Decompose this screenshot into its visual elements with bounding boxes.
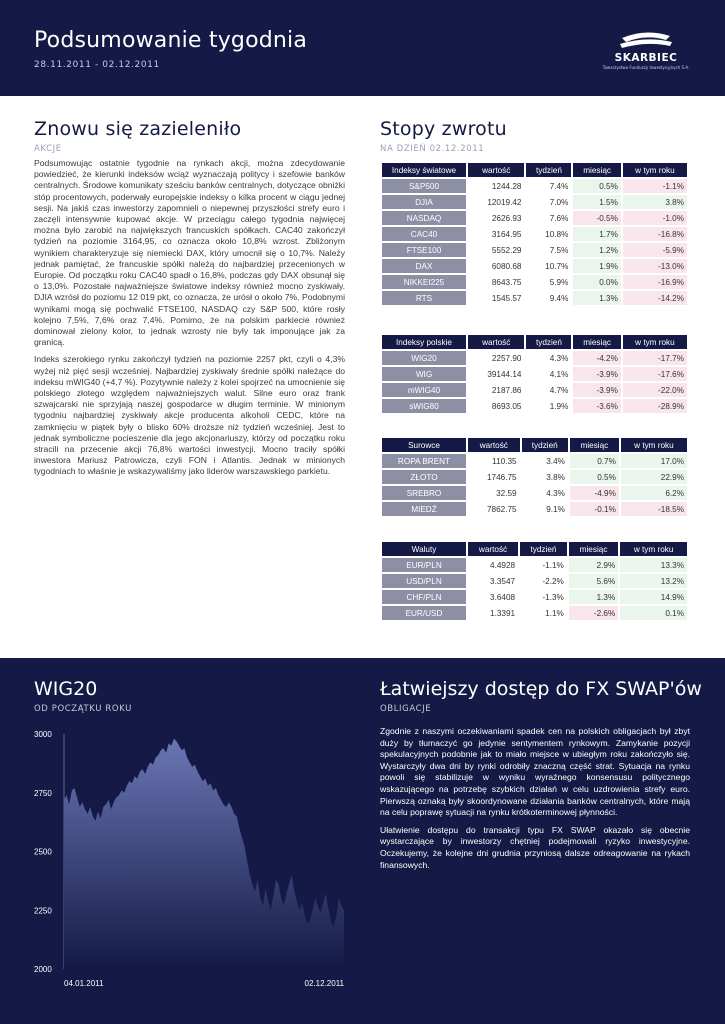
table-cell: 1.2% bbox=[573, 243, 620, 257]
table-row bbox=[382, 227, 687, 241]
table-row bbox=[382, 275, 687, 289]
table-cell: 3.4% bbox=[522, 454, 568, 468]
article-category: AKCJE bbox=[34, 144, 62, 154]
table-cell: 1.3391 bbox=[468, 606, 518, 620]
table-cell: -1.1% bbox=[520, 558, 567, 572]
instrument-name: ROPA BRENT bbox=[382, 454, 466, 468]
column-header: tydzień bbox=[526, 335, 571, 349]
fxswap-paragraph: Ułatwienie dostępu do transakcji typu FX SWAP okazało się obecnie wystarczające by inwestorzy chętniej podejmowali ryzyko inwestycyjne. Oczekujemy, że kolejne dni grudnia przyniosą dalsze odreagowanie na rykach finansowych. bbox=[380, 824, 690, 870]
table-row bbox=[382, 574, 687, 588]
column-header: miesiąc bbox=[573, 163, 620, 177]
table-cell: -14.2% bbox=[623, 291, 687, 305]
table-cell: -3.6% bbox=[573, 399, 620, 413]
table-cell: 3.3547 bbox=[468, 574, 518, 588]
table-cell: 0.0% bbox=[573, 275, 620, 289]
table-cell: 1.3% bbox=[569, 590, 618, 604]
column-header: wartość bbox=[468, 542, 518, 556]
table-header-row bbox=[382, 542, 687, 556]
table-cell: 1.5% bbox=[573, 195, 620, 209]
table-row bbox=[382, 179, 687, 193]
table-cell: 2257.90 bbox=[468, 351, 524, 365]
instrument-name: RTS bbox=[382, 291, 466, 305]
fxswap-body bbox=[380, 726, 690, 877]
returns-table bbox=[380, 540, 689, 622]
table-cell: 4.3% bbox=[522, 486, 568, 500]
article-body bbox=[34, 158, 345, 484]
table-cell: 5.9% bbox=[526, 275, 571, 289]
table-cell: 4.3% bbox=[526, 351, 571, 365]
table-header-row bbox=[382, 438, 687, 452]
instrument-name: sWIG80 bbox=[382, 399, 466, 413]
instrument-name: CAC40 bbox=[382, 227, 466, 241]
table-cell: 0.1% bbox=[620, 606, 687, 620]
table-cell: 5.6% bbox=[569, 574, 618, 588]
table-cell: -4.2% bbox=[573, 351, 620, 365]
table-cell: 4.7% bbox=[526, 383, 571, 397]
instrument-name: S&P500 bbox=[382, 179, 466, 193]
table-cell: -0.1% bbox=[570, 502, 619, 516]
table-cell: 3.8% bbox=[623, 195, 687, 209]
table-row bbox=[382, 558, 687, 572]
column-header: w tym roku bbox=[623, 335, 687, 349]
table-row bbox=[382, 590, 687, 604]
table-cell: 3.6408 bbox=[468, 590, 518, 604]
table-row bbox=[382, 195, 687, 209]
date-range: 28.11.2011 - 02.12.2011 bbox=[34, 60, 160, 70]
table-cell: 9.4% bbox=[526, 291, 571, 305]
table-cell: -28.9% bbox=[623, 399, 687, 413]
table-cell: 6080.68 bbox=[468, 259, 524, 273]
column-header: miesiąc bbox=[569, 542, 618, 556]
table-cell: -2.2% bbox=[520, 574, 567, 588]
table-row bbox=[382, 383, 687, 397]
returns-table bbox=[380, 161, 689, 307]
instrument-name: USD/PLN bbox=[382, 574, 466, 588]
page-title: Podsumowanie tygodnia bbox=[34, 28, 308, 53]
table-row bbox=[382, 291, 687, 305]
wig20-chart bbox=[0, 658, 360, 1024]
table-cell: 1545.57 bbox=[468, 291, 524, 305]
table-cell: 4.4928 bbox=[468, 558, 518, 572]
table-cell: 2187.86 bbox=[468, 383, 524, 397]
article-paragraph: Indeks szerokiego rynku zakończył tydzień na poziomie 2257 pkt, czyli o 4,3% wyżej niż pięć sesji wcześniej. Najbardziej zyskiwały średnie spółki należące do indeksu mWIG40 (+4,7 %). Pozytywnie należy z kolei spojrzeć na umocnienie się polskiego złotego względem najważniejszych walut. Silne euro oraz frank szwajcarski nie sprzyjają naszej gospodarce w długim terminie. W minionym tygodniu najbardziej zyskiwały akcje producenta alkoholi CEDC, które na zamknięciu w piątek były o blisko 60% droższe niż tydzień wcześniej. Jest to jednak symboliczne pocieszenie dla jego akcjonariuszy, którzy od początku roku stracili na przecenie akcji 76,8% wartości inwestycji. Mocno traciły spółki inwestora Mariusz Patrowicza, czyli FON i Atlantis. Jednak w minionych tygodniach to właśnie je wskazywaliśmy jako liderów warszawskiego parkietu. bbox=[34, 354, 345, 477]
table-cell: 1.3% bbox=[573, 291, 620, 305]
table-cell: 17.0% bbox=[621, 454, 687, 468]
x-tick-label: 04.01.2011 bbox=[64, 979, 104, 988]
table-cell: -1.1% bbox=[623, 179, 687, 193]
table-cell: -13.0% bbox=[623, 259, 687, 273]
table-cell: 14.9% bbox=[620, 590, 687, 604]
table-row bbox=[382, 399, 687, 413]
y-tick-label: 3000 bbox=[34, 730, 52, 739]
fxswap-paragraph: Zgodnie z naszymi oczekiwaniami spadek cen na polskich obligacjach był zbyt duży by tłumaczyć go jedynie sentymentem rynkowym. Zamykanie pozycji spekulacyjnych podobnie jak to miało miejsce w ubiegłym roku zakończyło się. Wystarczyły dwa dni by rynki odrobiły znaczną część strat. Sytuacja na rynku powoli się stabilizuje w wyniku wyraźnego konsensusu politycznego wskazującego na potrzebę szybkich działań w celu uzdrowienia strefy euro. Pierwszą oznaką były skoordynowane działania banków centralnych, które mają na celu poprawę sytuacji na rynku krótkoterminowej płynności. bbox=[380, 726, 690, 818]
table-cell: 12019.42 bbox=[468, 195, 524, 209]
table-cell: 8643.75 bbox=[468, 275, 524, 289]
column-header: miesiąc bbox=[573, 335, 620, 349]
table-cell: -1.0% bbox=[623, 211, 687, 225]
column-header: wartość bbox=[468, 163, 524, 177]
table-cell: -17.7% bbox=[623, 351, 687, 365]
table-cell: 3164.95 bbox=[468, 227, 524, 241]
table-cell: 39144.14 bbox=[468, 367, 524, 381]
table-cell: 13.2% bbox=[620, 574, 687, 588]
table-cell: 6.2% bbox=[621, 486, 687, 500]
instrument-name: FTSE100 bbox=[382, 243, 466, 257]
column-header: wartość bbox=[468, 335, 524, 349]
returns-table bbox=[380, 333, 689, 415]
table-cell: 9.1% bbox=[522, 502, 568, 516]
table-group-name: Surowce bbox=[382, 438, 466, 452]
column-header: tydzień bbox=[522, 438, 568, 452]
bottom-band bbox=[0, 658, 725, 1024]
table-group-name: Indeksy polskie bbox=[382, 335, 466, 349]
table-cell: 3.8% bbox=[522, 470, 568, 484]
table-row bbox=[382, 211, 687, 225]
table-cell: 10.8% bbox=[526, 227, 571, 241]
skarbiec-logo bbox=[600, 30, 692, 72]
table-cell: 0.5% bbox=[570, 470, 619, 484]
table-row bbox=[382, 367, 687, 381]
table-cell: -3.9% bbox=[573, 383, 620, 397]
table-cell: 7.6% bbox=[526, 211, 571, 225]
table-cell: 110.35 bbox=[468, 454, 520, 468]
y-tick-label: 2000 bbox=[34, 965, 52, 974]
column-header: w tym roku bbox=[623, 163, 687, 177]
table-row bbox=[382, 259, 687, 273]
table-row bbox=[382, 454, 687, 468]
table-cell: 2.9% bbox=[569, 558, 618, 572]
instrument-name: SREBRO bbox=[382, 486, 466, 500]
table-header-row bbox=[382, 335, 687, 349]
table-row bbox=[382, 243, 687, 257]
table-cell: 2626.93 bbox=[468, 211, 524, 225]
instrument-name: mWIG40 bbox=[382, 383, 466, 397]
article-paragraph: Podsumowując ostatnie tygodnie na rynkach akcji, można zdecydowanie powiedzieć, że kierunki indeksów wciąż wyznaczają politycy i szefowie banków centralnych. Środowe komunikaty sześciu banków centralnych, dotyczące obniżki stóp procentowych, poderwały europejskie indeksy o kilka procent w ciągu jednej sesji. Na jakiś czas inwestorzy zapomnieli o niepewnej przyszłości strefy euro i zaczęli intensywnie kupować akcje. W przeciągu całego tygodnia najwięcej można było zarobić na największych francuskich spółkach. CAC40 zakończył tydzień na poziomie 3164,95, co oznacza około 10,8% wzrost. Zbliżonym wynikiem charakteryzuje się niemiecki DAX, który umocnił się o 10,7%. Należy jednak pamiętać, że francuskie spółki należą do najbardziej przecenionych w Europie. Od początku roku CAC40 spadł o 16,8%, podczas gdy DAX obsunął się o 13,0%. Pozostałe najważniejsze światowe indeksy również mocno zyskiwały. DJIA wzrósł do poziomu 12 019 pkt, co oznacza, że urósł o około 7%. Podobnymi wynikami mogą się pochwalić FTSE100, NASDAQ czy S&P 500, które rosły kolejno 7,5%, 7,6% oraz 7,4%. Pomimo, że na polskim parkiecie również dominował zielony kolor, to jednak wzrosty nie były tak imponujące jak za granicą. bbox=[34, 158, 345, 348]
table-cell: 7862.75 bbox=[468, 502, 520, 516]
y-tick-label: 2750 bbox=[34, 788, 52, 798]
wig20-area-series bbox=[64, 739, 344, 969]
instrument-name: DAX bbox=[382, 259, 466, 273]
table-row bbox=[382, 470, 687, 484]
x-tick-label: 02.12.2011 bbox=[304, 979, 344, 988]
table-cell: -2.6% bbox=[569, 606, 618, 620]
table-cell: 10.7% bbox=[526, 259, 571, 273]
table-cell: 7.5% bbox=[526, 243, 571, 257]
y-tick-label: 2500 bbox=[34, 847, 52, 857]
column-header: wartość bbox=[468, 438, 520, 452]
returns-table bbox=[380, 436, 689, 518]
table-cell: 1244.28 bbox=[468, 179, 524, 193]
instrument-name: MIEDŹ bbox=[382, 502, 466, 516]
logo-name: SKARBIEC bbox=[614, 52, 678, 64]
chart-title: WIG20 bbox=[34, 678, 98, 700]
table-cell: -16.9% bbox=[623, 275, 687, 289]
table-cell: -3.9% bbox=[573, 367, 620, 381]
column-header: w tym roku bbox=[621, 438, 687, 452]
table-cell: 1.9% bbox=[573, 259, 620, 273]
article-title: Znowu się zazieleniło bbox=[34, 118, 242, 140]
instrument-name: ZŁOTO bbox=[382, 470, 466, 484]
table-cell: 4.1% bbox=[526, 367, 571, 381]
table-cell: 1.7% bbox=[573, 227, 620, 241]
table-cell: 1.1% bbox=[520, 606, 567, 620]
table-cell: 5552.29 bbox=[468, 243, 524, 257]
instrument-name: NASDAQ bbox=[382, 211, 466, 225]
table-cell: 32.59 bbox=[468, 486, 520, 500]
column-header: tydzień bbox=[520, 542, 567, 556]
table-cell: 1.9% bbox=[526, 399, 571, 413]
returns-title: Stopy zwrotu bbox=[380, 118, 507, 140]
table-row bbox=[382, 486, 687, 500]
header-band bbox=[0, 0, 725, 96]
column-header: w tym roku bbox=[620, 542, 687, 556]
table-cell: 7.4% bbox=[526, 179, 571, 193]
table-cell: 1746.75 bbox=[468, 470, 520, 484]
fxswap-category: OBLIGACJE bbox=[380, 704, 432, 714]
logo-subtitle: Towarzystwo Funduszy Inwestycyjnych S.A. bbox=[602, 65, 690, 70]
instrument-name: WIG bbox=[382, 367, 466, 381]
table-row bbox=[382, 502, 687, 516]
column-header: tydzień bbox=[526, 163, 571, 177]
instrument-name: WIG20 bbox=[382, 351, 466, 365]
table-row bbox=[382, 351, 687, 365]
table-cell: 22.9% bbox=[621, 470, 687, 484]
returns-date: NA DZIEŃ 02.12.2011 bbox=[380, 144, 485, 154]
table-cell: 7.0% bbox=[526, 195, 571, 209]
table-cell: -1.3% bbox=[520, 590, 567, 604]
instrument-name: EUR/PLN bbox=[382, 558, 466, 572]
instrument-name: DJIA bbox=[382, 195, 466, 209]
table-header-row bbox=[382, 163, 687, 177]
table-cell: 0.5% bbox=[573, 179, 620, 193]
table-cell: -0.5% bbox=[573, 211, 620, 225]
logo-mark-icon bbox=[600, 30, 692, 52]
table-cell: 0.7% bbox=[570, 454, 619, 468]
table-cell: -16.8% bbox=[623, 227, 687, 241]
table-row bbox=[382, 606, 687, 620]
instrument-name: CHF/PLN bbox=[382, 590, 466, 604]
instrument-name: NIKKEI225 bbox=[382, 275, 466, 289]
instrument-name: EUR/USD bbox=[382, 606, 466, 620]
fxswap-title: Łatwiejszy dostęp do FX SWAP'ów bbox=[380, 678, 702, 700]
table-group-name: Waluty bbox=[382, 542, 466, 556]
table-cell: -22.0% bbox=[623, 383, 687, 397]
table-cell: 8693.05 bbox=[468, 399, 524, 413]
table-cell: -18.5% bbox=[621, 502, 687, 516]
y-tick-label: 2250 bbox=[34, 906, 52, 916]
table-cell: -4.9% bbox=[570, 486, 619, 500]
table-group-name: Indeksy światowe bbox=[382, 163, 466, 177]
table-cell: -5.9% bbox=[623, 243, 687, 257]
table-cell: 13.3% bbox=[620, 558, 687, 572]
table-cell: -17.6% bbox=[623, 367, 687, 381]
chart-subtitle: OD POCZĄTKU ROKU bbox=[34, 704, 132, 714]
column-header: miesiąc bbox=[570, 438, 619, 452]
